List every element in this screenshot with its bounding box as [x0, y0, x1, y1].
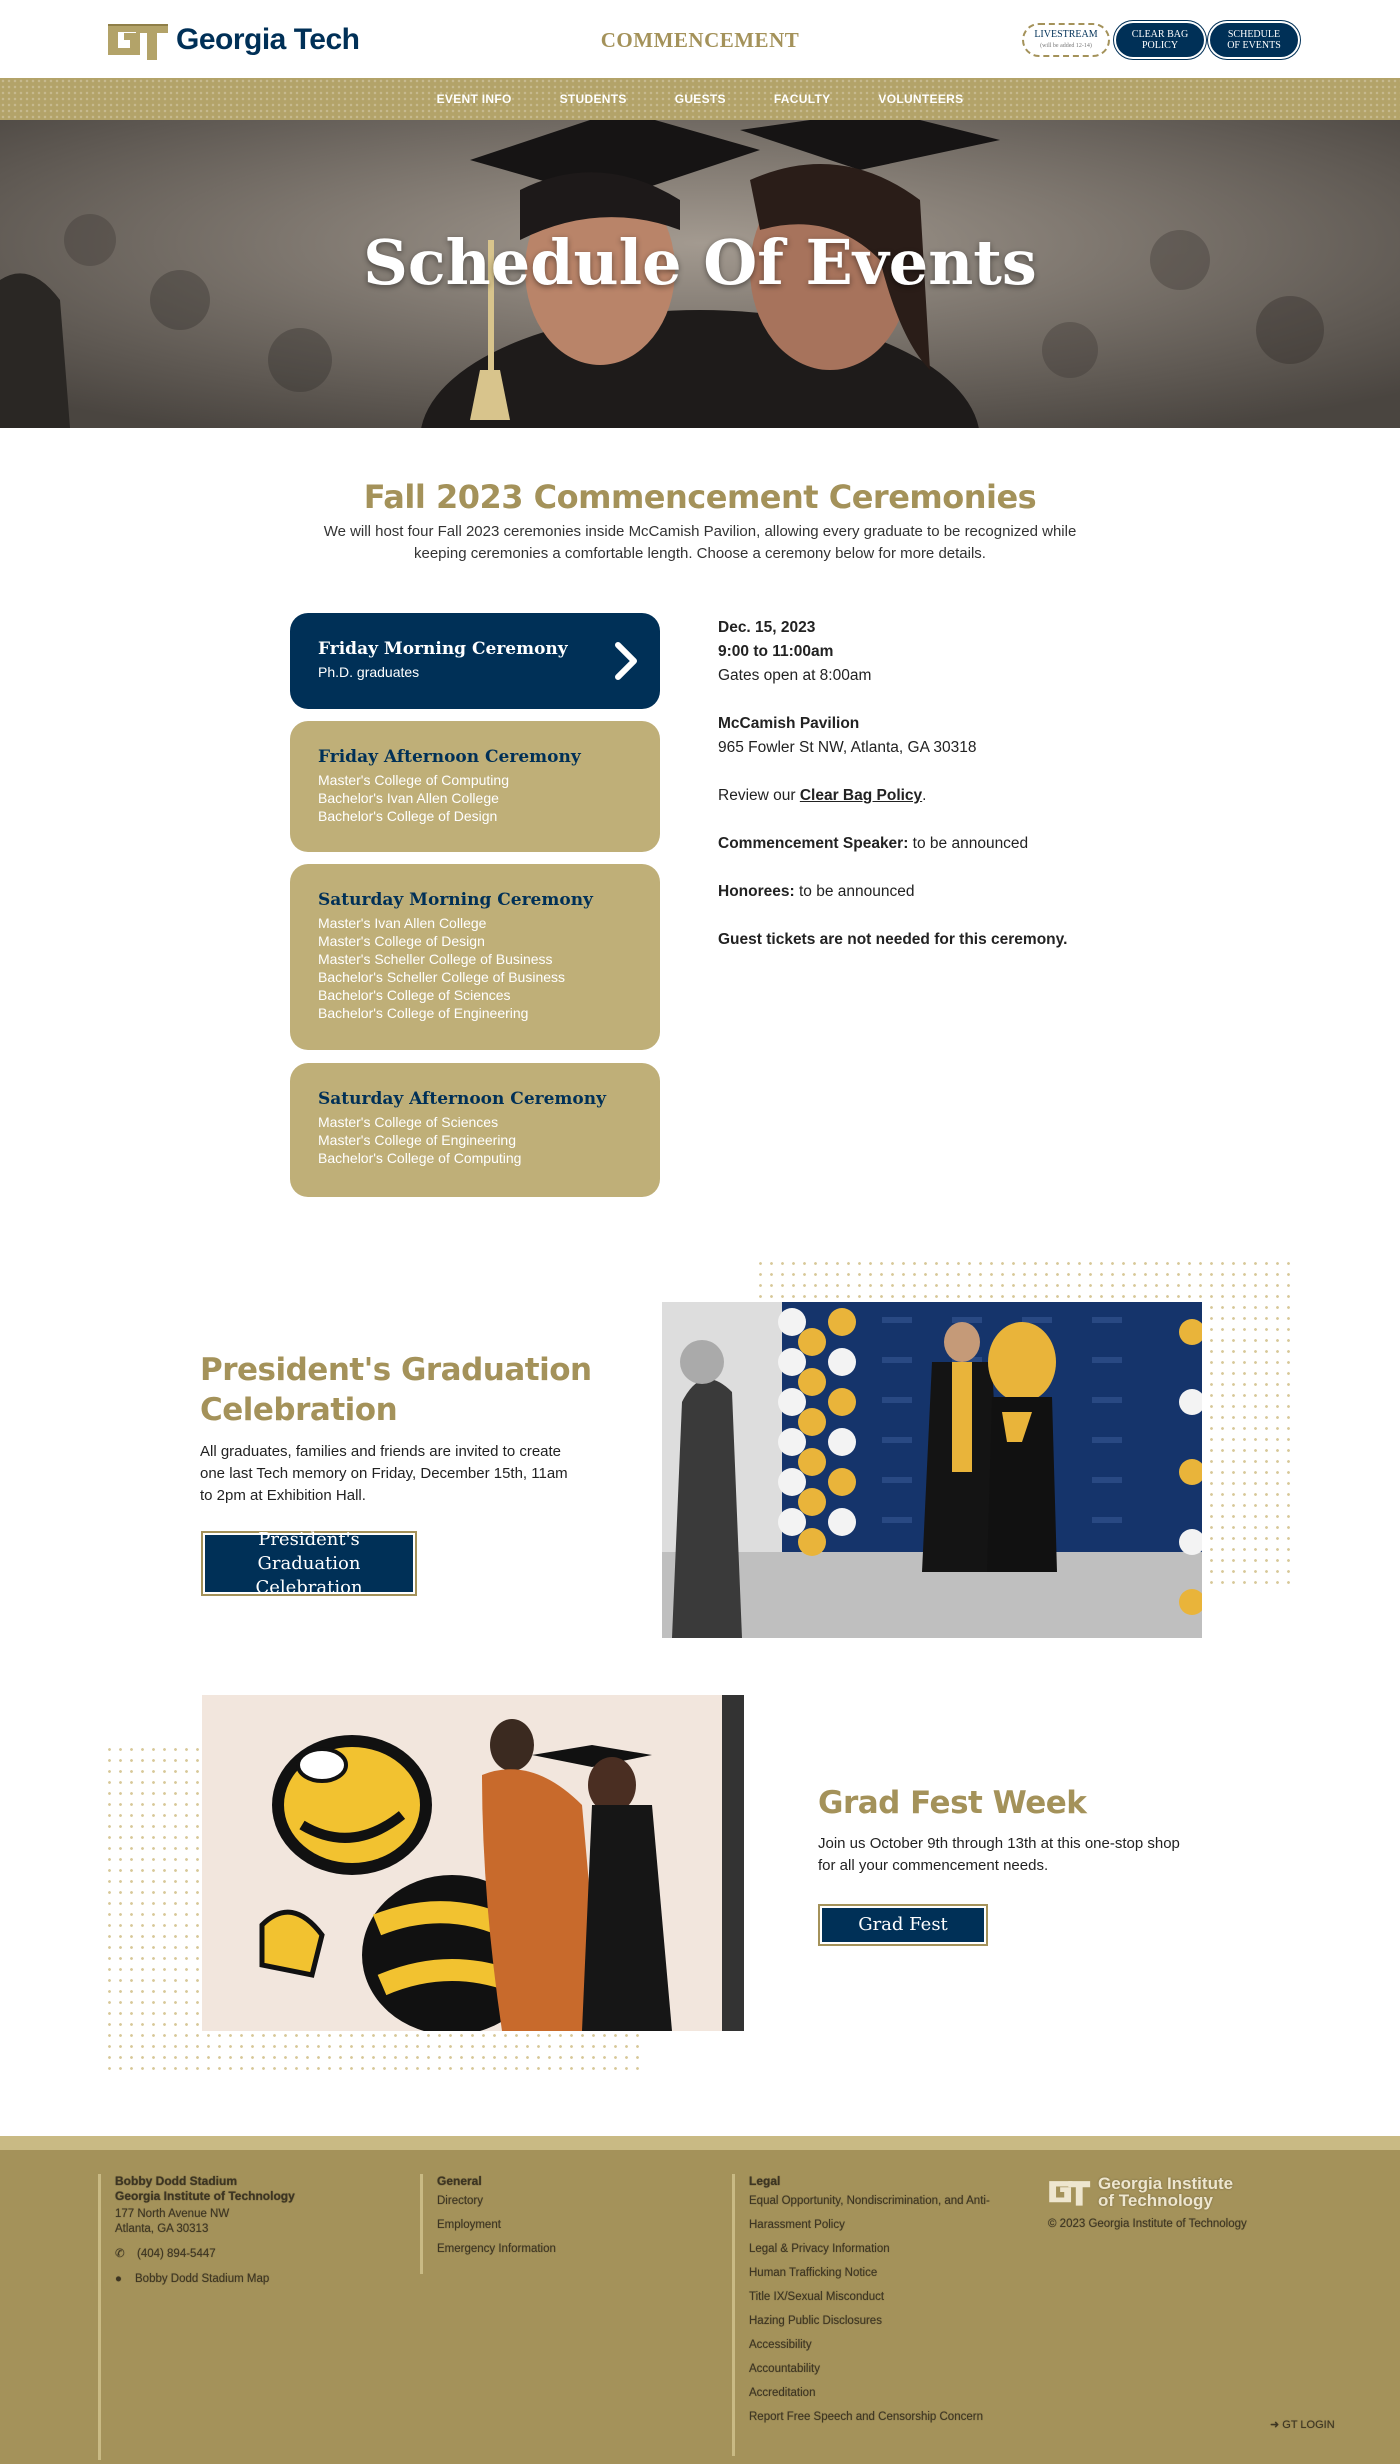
general-heading: General [437, 2174, 482, 2188]
ceremony-time: 9:00 to 11:00am [718, 643, 834, 660]
president-title-line2: Celebration [200, 1392, 398, 1428]
accreditation-link[interactable]: Accreditation [749, 2387, 816, 2399]
ceremony-line: Master's Ivan Allen College [318, 915, 487, 931]
ceremony-card-saturday-afternoon[interactable] [290, 1063, 660, 1197]
free-speech-link[interactable]: Report Free Speech and Censorship Concern [749, 2411, 983, 2423]
ceremony-title: Saturday Morning Ceremony [318, 890, 593, 910]
president-celebration-photo [662, 1302, 1202, 1638]
president-celebration-text [200, 1441, 620, 1507]
site-footer [0, 2150, 1400, 2464]
map-link[interactable] [115, 2272, 295, 2287]
speaker-info [718, 832, 1138, 856]
clear-bag-notice [718, 784, 1138, 808]
title-ix-link[interactable]: Title IX/Sexual Misconduct [749, 2291, 885, 2303]
grad-fest-text-line1: Join us October 9th through 13th at this one-stop shop [818, 1835, 1180, 1852]
phone-icon: ✆ [115, 2248, 125, 2260]
grad-fest-text [818, 1833, 1238, 1877]
chevron-right-icon [614, 641, 638, 681]
footer-logo-line2: of Technology [1098, 2191, 1213, 2210]
ceremony-line: Master's College of Engineering [318, 1132, 517, 1148]
honorees-label: Honorees: [718, 883, 795, 900]
venue-address: 965 Fowler St NW, Atlanta, GA 30318 [718, 739, 977, 756]
city-address: Atlanta, GA 30313 [115, 2223, 209, 2235]
institute-name: Georgia Institute of Technology [115, 2189, 295, 2203]
ceremony-line: Bachelor's College of Sciences [318, 987, 511, 1003]
ceremony-title: Saturday Afternoon Ceremony [318, 1089, 606, 1109]
harassment-policy-link[interactable]: Harassment Policy [749, 2219, 845, 2231]
honorees-value: to be announced [794, 883, 915, 900]
accessibility-link[interactable]: Accessibility [749, 2339, 812, 2351]
speaker-label: Commencement Speaker: [718, 835, 909, 852]
ceremony-line: Ph.D. graduates [318, 664, 420, 680]
president-button-line2: Celebration [255, 1576, 363, 1598]
clear-bag-policy-link[interactable]: Clear Bag Policy [799, 787, 923, 804]
clear-bag-label-line1: CLEAR BAG [1131, 29, 1189, 40]
legal-heading: Legal [749, 2174, 781, 2188]
gt-login-label: GT LOGIN [1282, 2419, 1335, 2431]
map-label: Bobby Dodd Stadium Map [135, 2273, 270, 2285]
schedule-label-line2: OF EVENTS [1227, 40, 1281, 51]
schedule-label-line1: SCHEDULE [1227, 29, 1281, 40]
grad-fest-button[interactable]: Grad Fest [820, 1906, 986, 1944]
ceremony-line: Master's College of Design [318, 933, 485, 949]
ceremony-card-friday-afternoon[interactable] [290, 721, 660, 852]
ceremony-line: Master's College of Sciences [318, 1114, 499, 1130]
hero-title: Schedule Of Events [363, 226, 1037, 299]
tickets-note: Guest tickets are not needed for this ceremony. [718, 931, 1068, 948]
ceremony-details [718, 616, 1138, 952]
login-icon: ➜ [1270, 2419, 1283, 2431]
ceremonies-intro [300, 521, 1100, 565]
grad-fest-text-line2: for all your commencement needs. [818, 1857, 1049, 1874]
ceremony-card-saturday-morning[interactable] [290, 864, 660, 1050]
ceremony-date: Dec. 15, 2023 [718, 619, 816, 636]
venue-name: McCamish Pavilion [718, 715, 860, 732]
intro-line1: We will host four Fall 2023 ceremonies inside McCamish Pavilion, allowing every graduate to be recognized while [323, 523, 1077, 540]
president-celebration-button[interactable] [203, 1528, 415, 1598]
livestream-button[interactable] [1022, 23, 1110, 57]
directory-link[interactable]: Directory [437, 2195, 484, 2207]
footer-stripe [0, 2136, 1400, 2150]
grad-fest-title: Grad Fest Week [818, 1785, 1087, 1821]
equal-opportunity-link[interactable]: Equal Opportunity, Nondiscrimination, and Anti- [749, 2195, 990, 2207]
nav-event-info[interactable]: EVENT INFO [436, 92, 512, 106]
review-prefix: Review our [718, 787, 800, 804]
honorees-info [718, 880, 1138, 904]
hazing-disclosures-link[interactable]: Hazing Public Disclosures [749, 2315, 882, 2327]
president-text-line1: All graduates, families and friends are invited to create [200, 1443, 562, 1460]
footer-logo-line1: Georgia Institute [1098, 2174, 1234, 2193]
phone-row[interactable] [115, 2247, 295, 2262]
ceremony-line: Master's Scheller College of Business [318, 951, 553, 967]
president-button-line1: President's Graduation [257, 1528, 361, 1574]
president-celebration-title [200, 1350, 592, 1430]
clear-bag-label-line2: POLICY [1141, 40, 1179, 51]
livestream-note: (will be added 12-14) [1040, 42, 1092, 49]
gt-monogram-icon [104, 18, 170, 62]
legal-privacy-link[interactable]: Legal & Privacy Information [749, 2243, 890, 2255]
section-title[interactable]: COMMENCEMENT [600, 28, 800, 52]
ceremony-line: Bachelor's Scheller College of Business [318, 969, 566, 985]
phone-number: (404) 894-5447 [137, 2248, 216, 2260]
ceremony-title: Friday Morning Ceremony [318, 639, 568, 659]
main-nav [0, 78, 1400, 120]
president-title-line1: President's Graduation [200, 1352, 592, 1388]
gt-login-link[interactable] [1270, 2418, 1335, 2431]
ceremony-card-friday-morning[interactable] [290, 613, 660, 709]
footer-general [420, 2174, 556, 2274]
ceremony-line: Bachelor's College of Computing [318, 1150, 522, 1166]
employment-link[interactable]: Employment [437, 2219, 501, 2231]
ceremony-line: Bachelor's College of Design [318, 808, 498, 824]
ceremonies-title: Fall 2023 Commencement Ceremonies [363, 478, 1037, 516]
ceremony-line: Master's College of Computing [318, 772, 509, 788]
nav-guests[interactable]: GUESTS [674, 92, 726, 106]
gates-open-time: Gates open at 8:00am [718, 667, 872, 684]
human-trafficking-link[interactable]: Human Trafficking Notice [749, 2267, 878, 2279]
review-suffix: . [922, 787, 927, 804]
brand-name: Georgia Tech [176, 23, 360, 56]
nav-volunteers[interactable]: VOLUNTEERS [878, 92, 964, 106]
georgia-tech-logo[interactable] [104, 18, 360, 62]
nav-faculty[interactable]: FACULTY [773, 92, 831, 106]
map-pin-icon: ● [115, 2273, 122, 2285]
nav-students[interactable]: STUDENTS [559, 92, 627, 106]
intro-line2: keeping ceremonies a comfortable length. Choose a ceremony below for more details. [414, 545, 986, 562]
ceremony-title: Friday Afternoon Ceremony [318, 747, 581, 767]
stadium-name: Bobby Dodd Stadium [115, 2174, 237, 2188]
president-text-line3: to 2pm at Exhibition Hall. [200, 1487, 366, 1504]
accountability-link[interactable]: Accountability [749, 2363, 820, 2375]
footer-legal [732, 2174, 990, 2456]
livestream-label: LIVESTREAM [1034, 28, 1098, 40]
hero-banner [0, 120, 1400, 428]
footer-logo[interactable] [1046, 2175, 1233, 2209]
gt-monogram-icon [1046, 2177, 1092, 2207]
grad-fest-photo [202, 1695, 744, 2031]
schedule-of-events-button[interactable] [1210, 23, 1298, 57]
footer-address [98, 2174, 295, 2460]
site-header [0, 0, 1400, 78]
copyright: © 2023 Georgia Institute of Technology [1048, 2218, 1247, 2230]
ceremony-line: Bachelor's College of Engineering [318, 1005, 529, 1021]
president-text-line2: one last Tech memory on Friday, December 15th, 11am [200, 1465, 568, 1482]
street-address: 177 North Avenue NW [115, 2208, 230, 2220]
ceremony-line: Bachelor's Ivan Allen College [318, 790, 499, 806]
speaker-value: to be announced [908, 835, 1029, 852]
emergency-info-link[interactable]: Emergency Information [437, 2243, 556, 2255]
clear-bag-policy-button[interactable] [1116, 23, 1204, 57]
